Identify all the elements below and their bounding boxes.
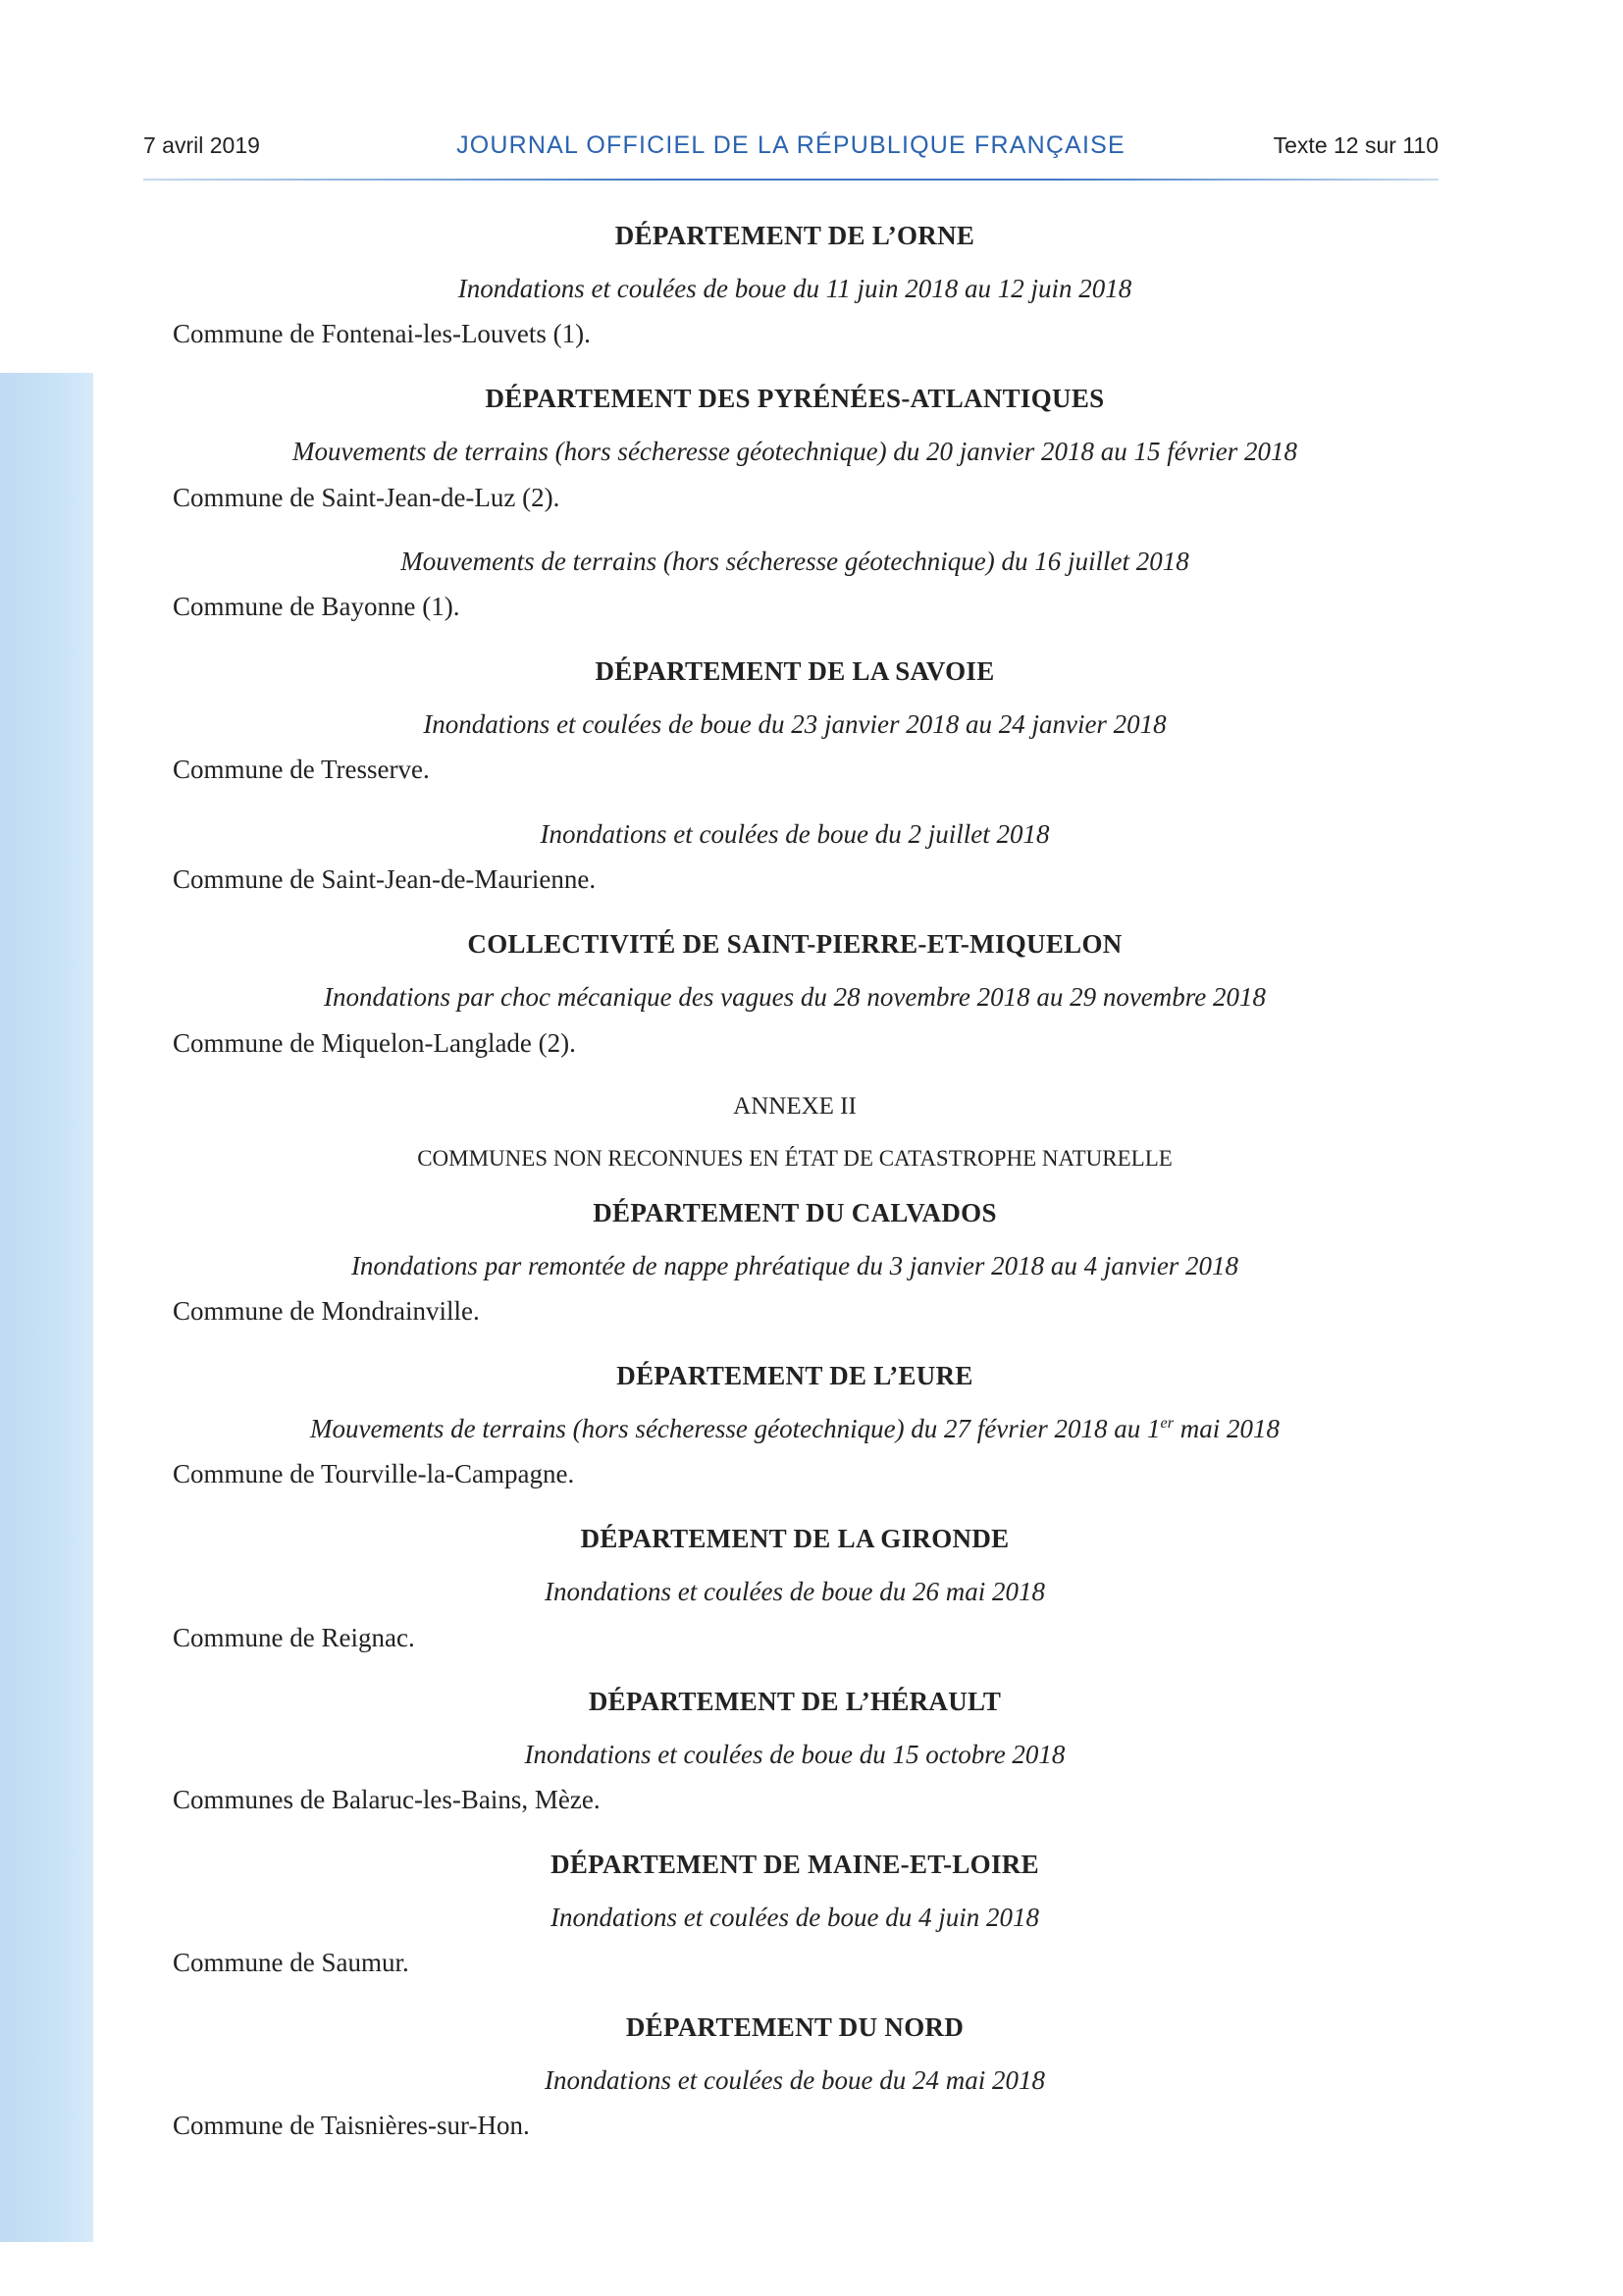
department-heading-savoie: DÉPARTEMENT DE LA SAVOIE bbox=[595, 656, 995, 686]
event-eure-superscript: er bbox=[1160, 1414, 1175, 1432]
event-maine-et-loire: Inondations et coulées de boue du 4 juin 2018 bbox=[550, 1903, 1039, 1932]
commune-pyrenees-2: Commune de Bayonne (1). bbox=[173, 592, 460, 621]
event-pyrenees-1: Mouvements de terrains (hors sécheresse géotechnique) du 20 janvier 2018 au 15 février 2018 bbox=[291, 437, 1298, 466]
commune-orne: Commune de Fontenai-les-Louvets (1). bbox=[173, 319, 591, 348]
event-spm: Inondations par choc mécanique des vagues du 28 novembre 2018 au 29 novembre 2018 bbox=[323, 982, 1267, 1012]
commune-pyrenees-1: Commune de Saint-Jean-de-Luz (2). bbox=[173, 483, 560, 512]
commune-eure: Commune de Tourville-la-Campagne. bbox=[173, 1459, 575, 1488]
event-savoie-2: Inondations et coulées de boue du 2 juillet 2018 bbox=[540, 819, 1050, 849]
event-eure bbox=[0, 1411, 1590, 1446]
commune-maine-et-loire: Commune de Saumur. bbox=[173, 1948, 409, 1977]
department-heading-orne: DÉPARTEMENT DE L’ORNE bbox=[614, 221, 975, 250]
annex-subtitle: COMMUNES NON RECONNUES EN ÉTAT DE CATASTROPHE NATURELLE bbox=[417, 1146, 1173, 1171]
event-savoie-1: Inondations et coulées de boue du 23 janvier 2018 au 24 janvier 2018 bbox=[423, 709, 1167, 739]
event-nord: Inondations et coulées de boue du 24 mai 2018 bbox=[545, 2065, 1045, 2095]
commune-herault: Communes de Balaruc-les-Bains, Mèze. bbox=[173, 1785, 601, 1814]
event-orne: Inondations et coulées de boue du 11 juin 2018 au 12 juin 2018 bbox=[457, 274, 1132, 303]
department-heading-eure: DÉPARTEMENT DE L’EURE bbox=[616, 1361, 973, 1390]
commune-savoie-1: Commune de Tresserve. bbox=[173, 755, 430, 784]
event-eure-text: Mouvements de terrains (hors sécheresse géotechnique) du 27 février 2018 au 1 bbox=[309, 1414, 1161, 1443]
department-heading-gironde: DÉPARTEMENT DE LA GIRONDE bbox=[580, 1524, 1010, 1553]
commune-spm: Commune de Miquelon-Langlade (2). bbox=[173, 1028, 576, 1058]
event-herault: Inondations et coulées de boue du 15 octobre 2018 bbox=[524, 1740, 1066, 1769]
department-heading-pyrenees: DÉPARTEMENT DES PYRÉNÉES-ATLANTIQUES bbox=[485, 384, 1105, 413]
commune-savoie-2: Commune de Saint-Jean-de-Maurienne. bbox=[173, 864, 597, 894]
department-heading-maine-et-loire: DÉPARTEMENT DE MAINE-ET-LOIRE bbox=[550, 1850, 1039, 1879]
header-date: 7 avril 2019 bbox=[143, 132, 260, 158]
annex-title: ANNEXE II bbox=[733, 1093, 857, 1120]
event-eure-text-end: mai 2018 bbox=[1174, 1414, 1281, 1443]
event-pyrenees-2: Mouvements de terrains (hors sécheresse géotechnique) du 16 juillet 2018 bbox=[400, 547, 1189, 576]
event-gironde: Inondations et coulées de boue du 26 mai 2018 bbox=[545, 1577, 1045, 1606]
event-calvados: Inondations par remontée de nappe phréatique du 3 janvier 2018 au 4 janvier 2018 bbox=[350, 1251, 1239, 1280]
department-heading-nord: DÉPARTEMENT DU NORD bbox=[625, 2012, 965, 2042]
commune-calvados: Commune de Mondrainville. bbox=[173, 1296, 480, 1326]
commune-gironde: Commune de Reignac. bbox=[173, 1623, 415, 1652]
commune-nord: Commune de Taisnières-sur-Hon. bbox=[173, 2111, 530, 2140]
department-heading-herault: DÉPARTEMENT DE L’HÉRAULT bbox=[588, 1687, 1002, 1716]
header-journal-title: JOURNAL OFFICIEL DE LA RÉPUBLIQUE FRANÇAISE bbox=[456, 131, 1126, 159]
department-heading-calvados: DÉPARTEMENT DU CALVADOS bbox=[593, 1198, 997, 1227]
header-text-number: Texte 12 sur 110 bbox=[1273, 132, 1439, 158]
department-heading-spm: COLLECTIVITÉ DE SAINT-PIERRE-ET-MIQUELON bbox=[467, 929, 1123, 959]
